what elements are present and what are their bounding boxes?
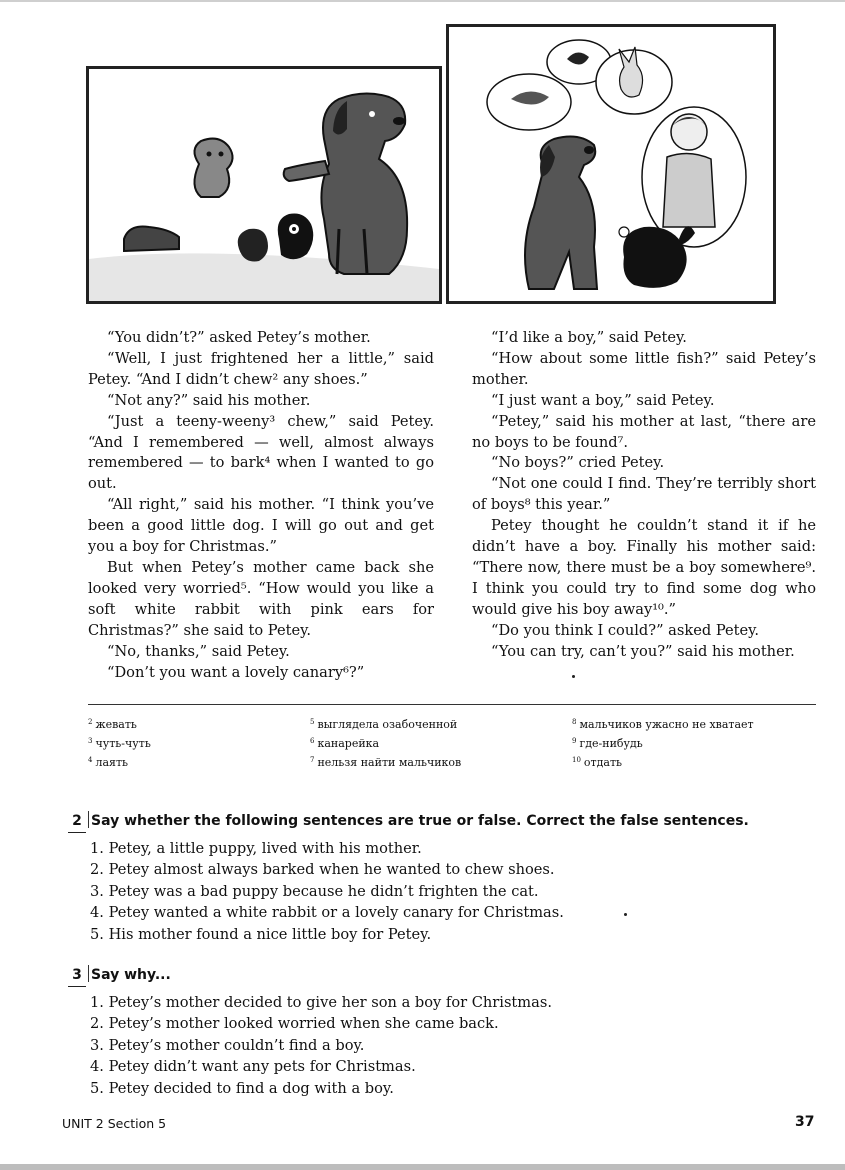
footnotes-column-2 [310,714,461,771]
exercise-item: 2. Petey’s mother looked worried when she came back. [90,1015,499,1033]
exercise-heading [68,964,808,986]
footnote-divider [88,704,816,705]
exercise-item: 4. Petey didn’t want any pets for Christmas. [90,1058,416,1076]
story-paragraph: “All right,” said his mother. “I think you’ve been a good little dog. I will go out and get you a boy for Christmas.” [88,496,434,556]
footnote: $^6$ канарейка [310,737,380,750]
exercise-items [90,992,808,1099]
stray-mark [572,675,575,678]
exercise-number: 2 [68,810,86,833]
story-paragraph: “Not one could I find. They’re terribly short of boys⁸ this year.” [472,475,816,514]
exercise-item: 2. Petey almost always barked when he wanted to chew shoes. [90,861,555,879]
footer-section-label: UNIT 2 Section 5 [62,1116,167,1131]
story-column-right [472,328,816,663]
exercise-item: 5. Petey decided to find a dog with a boy. [90,1079,394,1097]
page-number: 37 [795,1114,815,1130]
puppy-dreaming-drawing [449,27,773,301]
story-column-left [88,328,434,683]
story-paragraph: “You didn’t?” asked Petey’s mother. [107,329,371,346]
illustration-dog-and-puppy [86,66,442,304]
footnote: $^5$ выглядела озабоченной [310,718,458,731]
footnotes-column-1 [88,714,151,771]
bottom-edge [0,1164,845,1170]
exercise-3 [68,964,808,1099]
exercise-items [90,838,808,945]
exercise-item: 3. Petey’s mother couldn’t find a boy. [90,1036,365,1054]
footnote: $^3$ чуть-чуть [88,737,151,750]
story-paragraph: “You can try, can’t you?” said his mother. [491,642,795,660]
footnote: $^9$ где-нибудь [572,737,643,750]
stray-mark [624,913,627,916]
story-paragraph: “How about some little fish?” said Petey’s mother. [472,349,816,388]
story-paragraph: “I just want a boy,” said Petey. [491,391,715,409]
exercise-instruction: Say whether the following sentences are true or false. Correct the false sentences. [91,813,749,829]
exercise-item: 1. Petey, a little puppy, lived with his mother. [90,840,422,857]
story-paragraph: “Don’t you want a lovely canary⁶?” [107,663,365,681]
story-paragraph: “I’d like a boy,” said Petey. [491,329,687,346]
story-paragraph: “Not any?” said his mother. [107,391,311,409]
exercise-marker [88,965,89,982]
story-paragraph: “No, thanks,” said Petey. [107,642,290,660]
exercise-number: 3 [68,964,86,987]
exercise-item: 1. Petey’s mother decided to give her son a boy for Christmas. [90,994,552,1011]
exercise-2 [68,810,808,945]
story-paragraph: Petey thought he couldn’t stand it if he didn’t have a boy. Finally his mother said: “There now, there must be a boy somewhere⁹. I think you could try to find some dog who would give his boy away¹⁰.” [472,517,816,618]
footnotes-column-3 [572,714,754,771]
exercise-item: 5. His mother found a nice little boy for Petey. [90,925,432,943]
exercise-item: 3. Petey was a bad puppy because he didn’t frighten the cat. [90,882,539,900]
illustration-puppy-dreaming-of-boy [446,24,776,304]
footnote: $^4$ лаять [88,756,129,769]
footnote: $^7$ нельзя найти мальчиков [310,756,462,769]
footnote: $^2$ жевать [88,718,137,731]
dog-and-puppy-drawing [89,69,439,301]
story-paragraph: But when Petey’s mother came back she looked very worried⁵. “How would you like a soft white rabbit with pink ears for Christmas?” she said to Petey. [88,558,434,639]
exercise-heading [68,810,808,832]
story-paragraph: “No boys?” cried Petey. [491,454,665,472]
story-paragraph: “Just a teeny-weeny³ chew,” said Petey. “And I remembered — well, almost always remembered — to bark⁴ when I wanted to go out. [88,412,434,493]
top-edge [0,0,845,2]
story-paragraph: “Petey,” said his mother at last, “there are no boys to be found⁷. [472,412,816,451]
story-paragraph: “Well, I just frightened her a little,” said Petey. “And I didn’t chew² any shoes.” [88,349,434,388]
exercise-item: 4. Petey wanted a white rabbit or a lovely canary for Christmas. [90,904,564,922]
footnote: $^8$ мальчиков ужасно не хватает [572,718,754,731]
footnote: $^{10}$ отдать [572,756,623,769]
story-paragraph: “Do you think I could?” asked Petey. [491,621,760,639]
exercise-marker [88,811,89,828]
exercise-instruction: Say why... [91,967,171,983]
